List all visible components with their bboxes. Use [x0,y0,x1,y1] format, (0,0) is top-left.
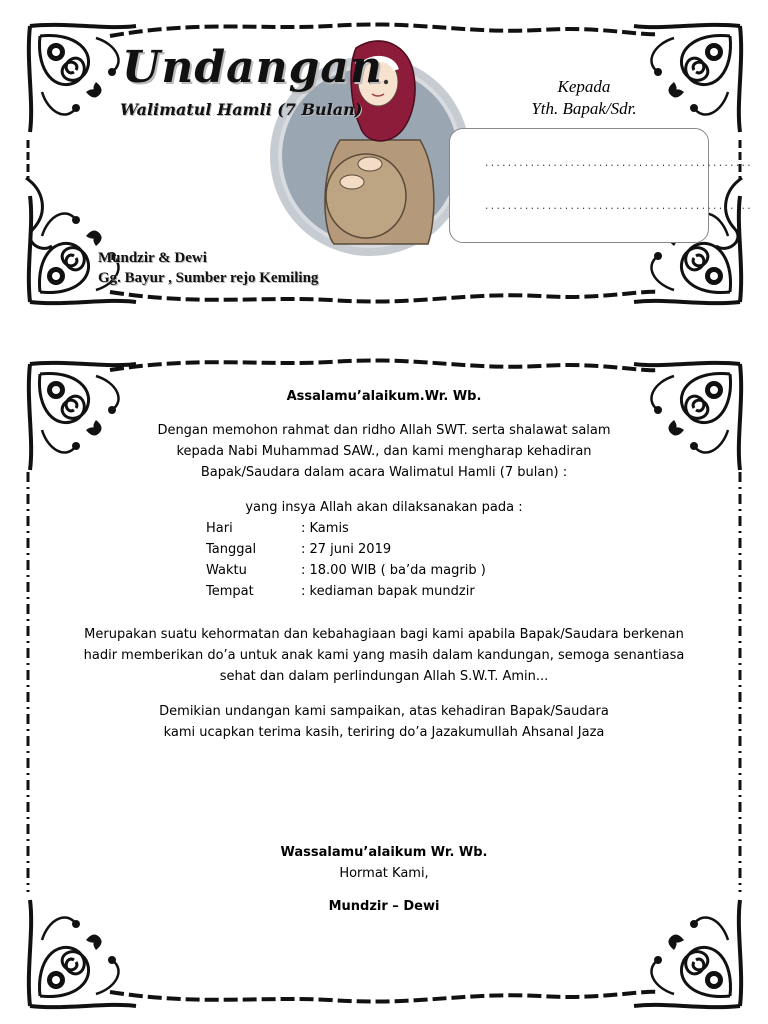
closing-line: kami ucapkan terima kasih, teriring do’a Jazakumullah Ahsanal Jaza [163,725,605,740]
schedule-label: Waktu [206,563,247,578]
invitation-cover-card [0,0,768,320]
closing-line: Demikian undangan kami sampaikan, atas kehadiran Bapak/Saudara [159,704,609,719]
recipient-address-box [449,128,752,243]
honor-paragraph [0,624,768,687]
schedule-value: : kediaman bapak mundzir [301,584,475,599]
schedule-label: Hari [206,521,233,536]
honor-line: sehat dan dalam perlindungan Allah S.W.T. Amin... [219,669,549,684]
intro-paragraph [0,420,768,483]
schedule-value: : Kamis [301,521,349,536]
schedule-row-place [206,581,486,602]
recipient-label: Kepada [557,77,611,96]
honor-line: Merupakan suatu kehormatan dan kebahagiaan bagi kami apabila Bapak/Saudara berkenan [84,627,684,642]
invitation-subtitle: Walimatul Hamli (7 Bulan) [120,100,363,119]
schedule-label: Tempat [206,584,254,599]
schedule-intro: yang insya Allah akan dilaksanakan pada : [245,500,523,515]
intro-line: kepada Nabi Muhammad SAW., dan kami mengharap kehadiran [176,444,592,459]
opening-greeting: Assalamu’alaikum.Wr. Wb. [286,389,482,404]
recipient-blank-line: ............................................... [484,159,752,169]
recipient-blank-line: ............................................... [484,202,752,212]
intro-line: Bapak/Saudara dalam acara Walimatul Hamli (7 bulan) : [200,465,568,480]
closing-greeting: Wassalamu’alaikum Wr. Wb. [280,845,488,860]
honor-line: hadir memberikan do’a untuk anak kami yang masih dalam kandungan, semoga senantiasa [83,648,685,663]
closing-paragraph [0,701,768,743]
host-names: Mundzir & Dewi [98,250,207,266]
schedule-value: : 18.00 WIB ( ba’da magrib ) [301,563,486,578]
schedule-row-time [206,560,486,581]
schedule-row-day [206,518,486,539]
event-schedule [206,518,486,602]
host-address: Gg. Bayur , Sumber rejo Kemiling [98,270,319,286]
schedule-value: : 27 juni 2019 [301,542,392,557]
regards-text: Hormat Kami, [339,866,429,881]
invitation-title: Undangan [122,42,383,93]
schedule-label: Tanggal [206,542,257,557]
recipient-salutation: Yth. Bapak/Sdr. [531,99,637,118]
signature-names: Mundzir – Dewi [328,899,440,914]
schedule-row-date [206,539,486,560]
intro-line: Dengan memohon rahmat dan ridho Allah SWT. serta shalawat salam [157,423,611,438]
